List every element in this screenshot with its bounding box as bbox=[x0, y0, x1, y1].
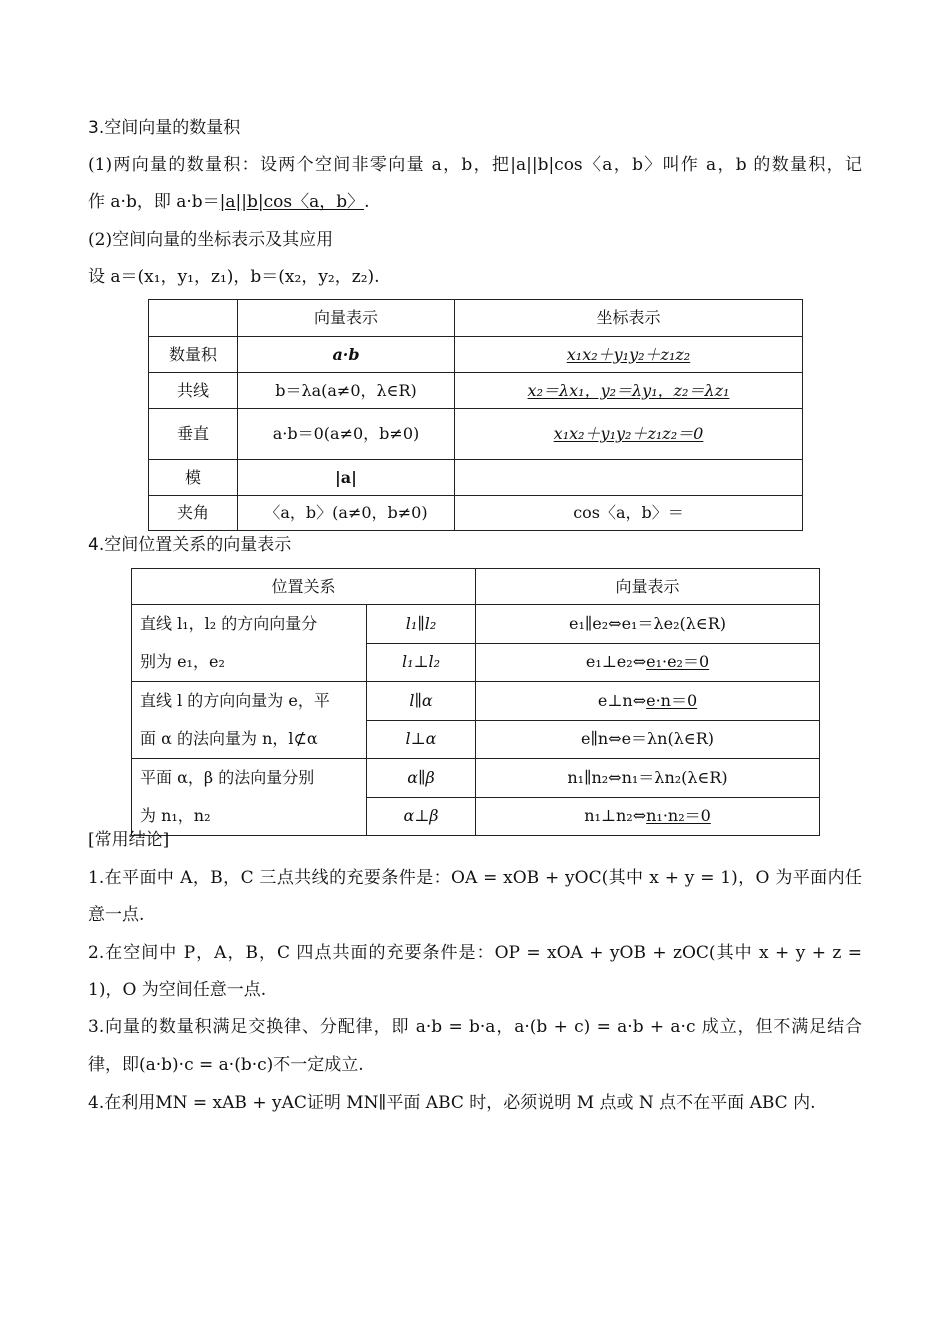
vector-answer: n₁·n₂＝0 bbox=[646, 806, 711, 826]
table-row bbox=[149, 460, 803, 496]
description-line: 别为 e₁，e₂ bbox=[140, 652, 225, 671]
conclusions-title: [常用结论] bbox=[88, 830, 170, 850]
relation-cell: l⊥α bbox=[367, 720, 476, 759]
row-label: 模 bbox=[149, 460, 238, 496]
row-label: 夹角 bbox=[149, 496, 238, 531]
relation-description bbox=[132, 605, 367, 682]
table-header-row bbox=[149, 300, 803, 337]
coord-cell: x₁x₂＋y₁y₂＋z₁z₂ bbox=[455, 337, 803, 373]
table-header-cell: 位置关系 bbox=[132, 569, 476, 605]
table-header-cell bbox=[149, 300, 238, 337]
table-header-row bbox=[132, 569, 820, 605]
relation-cell: α⊥β bbox=[367, 797, 476, 836]
vector-cell: n₁∥n₂⇔n₁＝λn₂(λ∈R) bbox=[476, 759, 820, 798]
vector-cell: 〈a，b〉(a≠0，b≠0) bbox=[238, 496, 455, 531]
vector-cell: e₁∥e₂⇔e₁＝λe₂(λ∈R) bbox=[476, 605, 820, 644]
conclusion-3-line-2: 律，即(a·b)·c = a·(b·c)不一定成立. bbox=[88, 1055, 364, 1075]
section-4-title: 4.空间位置关系的向量表示 bbox=[88, 535, 292, 555]
conclusion-3-line-1: 3.向量的数量积满足交换律、分配律，即 a·b = b·a，a·(b + c) = a·b + a·c 成立，但不满足结合 bbox=[88, 1017, 862, 1037]
table-row bbox=[149, 409, 803, 460]
vector-cell bbox=[476, 682, 820, 721]
coord-cell: x₂＝λx₁，y₂＝λy₁，z₂＝λz₁ bbox=[455, 373, 803, 409]
vector-cell: a·b＝0(a≠0，b≠0) bbox=[238, 409, 455, 460]
conclusion-1-line-2: 意一点. bbox=[88, 905, 145, 925]
table-header-cell: 向量表示 bbox=[476, 569, 820, 605]
table-row bbox=[132, 682, 820, 721]
table-row bbox=[132, 759, 820, 798]
description-line: 为 n₁，n₂ bbox=[140, 806, 211, 825]
vector-cell: a·b bbox=[238, 337, 455, 373]
conclusion-4: 4.在利用MN = xAB + yAC证明 MN∥平面 ABC 时，必须说明 M 点或 N 点不在平面 ABC 内. bbox=[88, 1093, 816, 1113]
vector-text: n₁⊥n₂⇔ bbox=[584, 806, 647, 826]
dot-product-definition-text: 作 a·b，即 a·b＝ bbox=[88, 192, 220, 212]
vector-cell: |a| bbox=[238, 460, 455, 496]
section-3-paragraph-2: (2)空间向量的坐标表示及其应用 bbox=[88, 230, 334, 250]
vector-text: e⊥n⇔ bbox=[597, 690, 647, 710]
table-row bbox=[132, 605, 820, 644]
table-header-cell: 向量表示 bbox=[238, 300, 455, 337]
coordinate-table bbox=[148, 299, 803, 531]
vector-cell: e∥n⇔e＝λn(λ∈R) bbox=[476, 720, 820, 759]
coord-cell bbox=[455, 460, 803, 496]
description-line: 平面 α，β 的法向量分别 bbox=[140, 768, 315, 787]
table-header-cell: 坐标表示 bbox=[455, 300, 803, 337]
vector-text: e₁⊥e₂⇔ bbox=[585, 652, 647, 672]
description-line: 直线 l₁，l₂ 的方向向量分 bbox=[140, 614, 318, 633]
vector-cell bbox=[476, 643, 820, 682]
conclusion-2-line-2: 1)，O 为空间任意一点. bbox=[88, 980, 267, 1000]
description-line: 直线 l 的方向向量为 e，平 bbox=[140, 691, 330, 710]
section-3-paragraph-1-line-1: (1)两向量的数量积：设两个空间非零向量 a，b，把|a||b|cos〈a，b〉叫作 a，b 的数量积，记 bbox=[88, 155, 862, 175]
relation-cell: α∥β bbox=[367, 759, 476, 798]
conclusion-2-line-1: 2.在空间中 P，A，B，C 四点共面的充要条件是：OP = xOA + yOB + zOC(其中 x + y + z = bbox=[88, 943, 862, 963]
row-label: 共线 bbox=[149, 373, 238, 409]
section-3-title: 3.空间向量的数量积 bbox=[88, 118, 241, 138]
row-label: 数量积 bbox=[149, 337, 238, 373]
table-row bbox=[149, 496, 803, 531]
table-row bbox=[149, 373, 803, 409]
description-line: 面 α 的法向量为 n，l⊄α bbox=[140, 729, 318, 748]
position-relation-table bbox=[131, 568, 820, 836]
relation-cell: l₁⊥l₂ bbox=[367, 643, 476, 682]
section-3-paragraph-3: 设 a＝(x₁，y₁，z₁)，b＝(x₂，y₂，z₂). bbox=[88, 267, 380, 287]
coord-cell: x₁x₂＋y₁y₂＋z₁z₂＝0 bbox=[455, 409, 803, 460]
relation-description bbox=[132, 759, 367, 836]
conclusion-1-line-1: 1.在平面中 A，B，C 三点共线的充要条件是：OA = xOB + yOC(其中 x + y = 1)，O 为平面内任 bbox=[88, 868, 862, 888]
relation-cell: l₁∥l₂ bbox=[367, 605, 476, 644]
relation-description bbox=[132, 682, 367, 759]
vector-cell: b＝λa(a≠0，λ∈R) bbox=[238, 373, 455, 409]
vector-answer: e·n＝0 bbox=[646, 690, 698, 710]
coord-cell: cos〈a，b〉＝ bbox=[455, 496, 803, 531]
section-3-paragraph-1-line-2 bbox=[88, 190, 862, 214]
table-row bbox=[149, 337, 803, 373]
period: . bbox=[364, 192, 370, 212]
relation-cell: l∥α bbox=[367, 682, 476, 721]
dot-product-answer: |a||b|cos〈a，b〉 bbox=[219, 192, 365, 212]
row-label: 垂直 bbox=[149, 409, 238, 460]
vector-answer: e₁·e₂＝0 bbox=[646, 652, 710, 672]
